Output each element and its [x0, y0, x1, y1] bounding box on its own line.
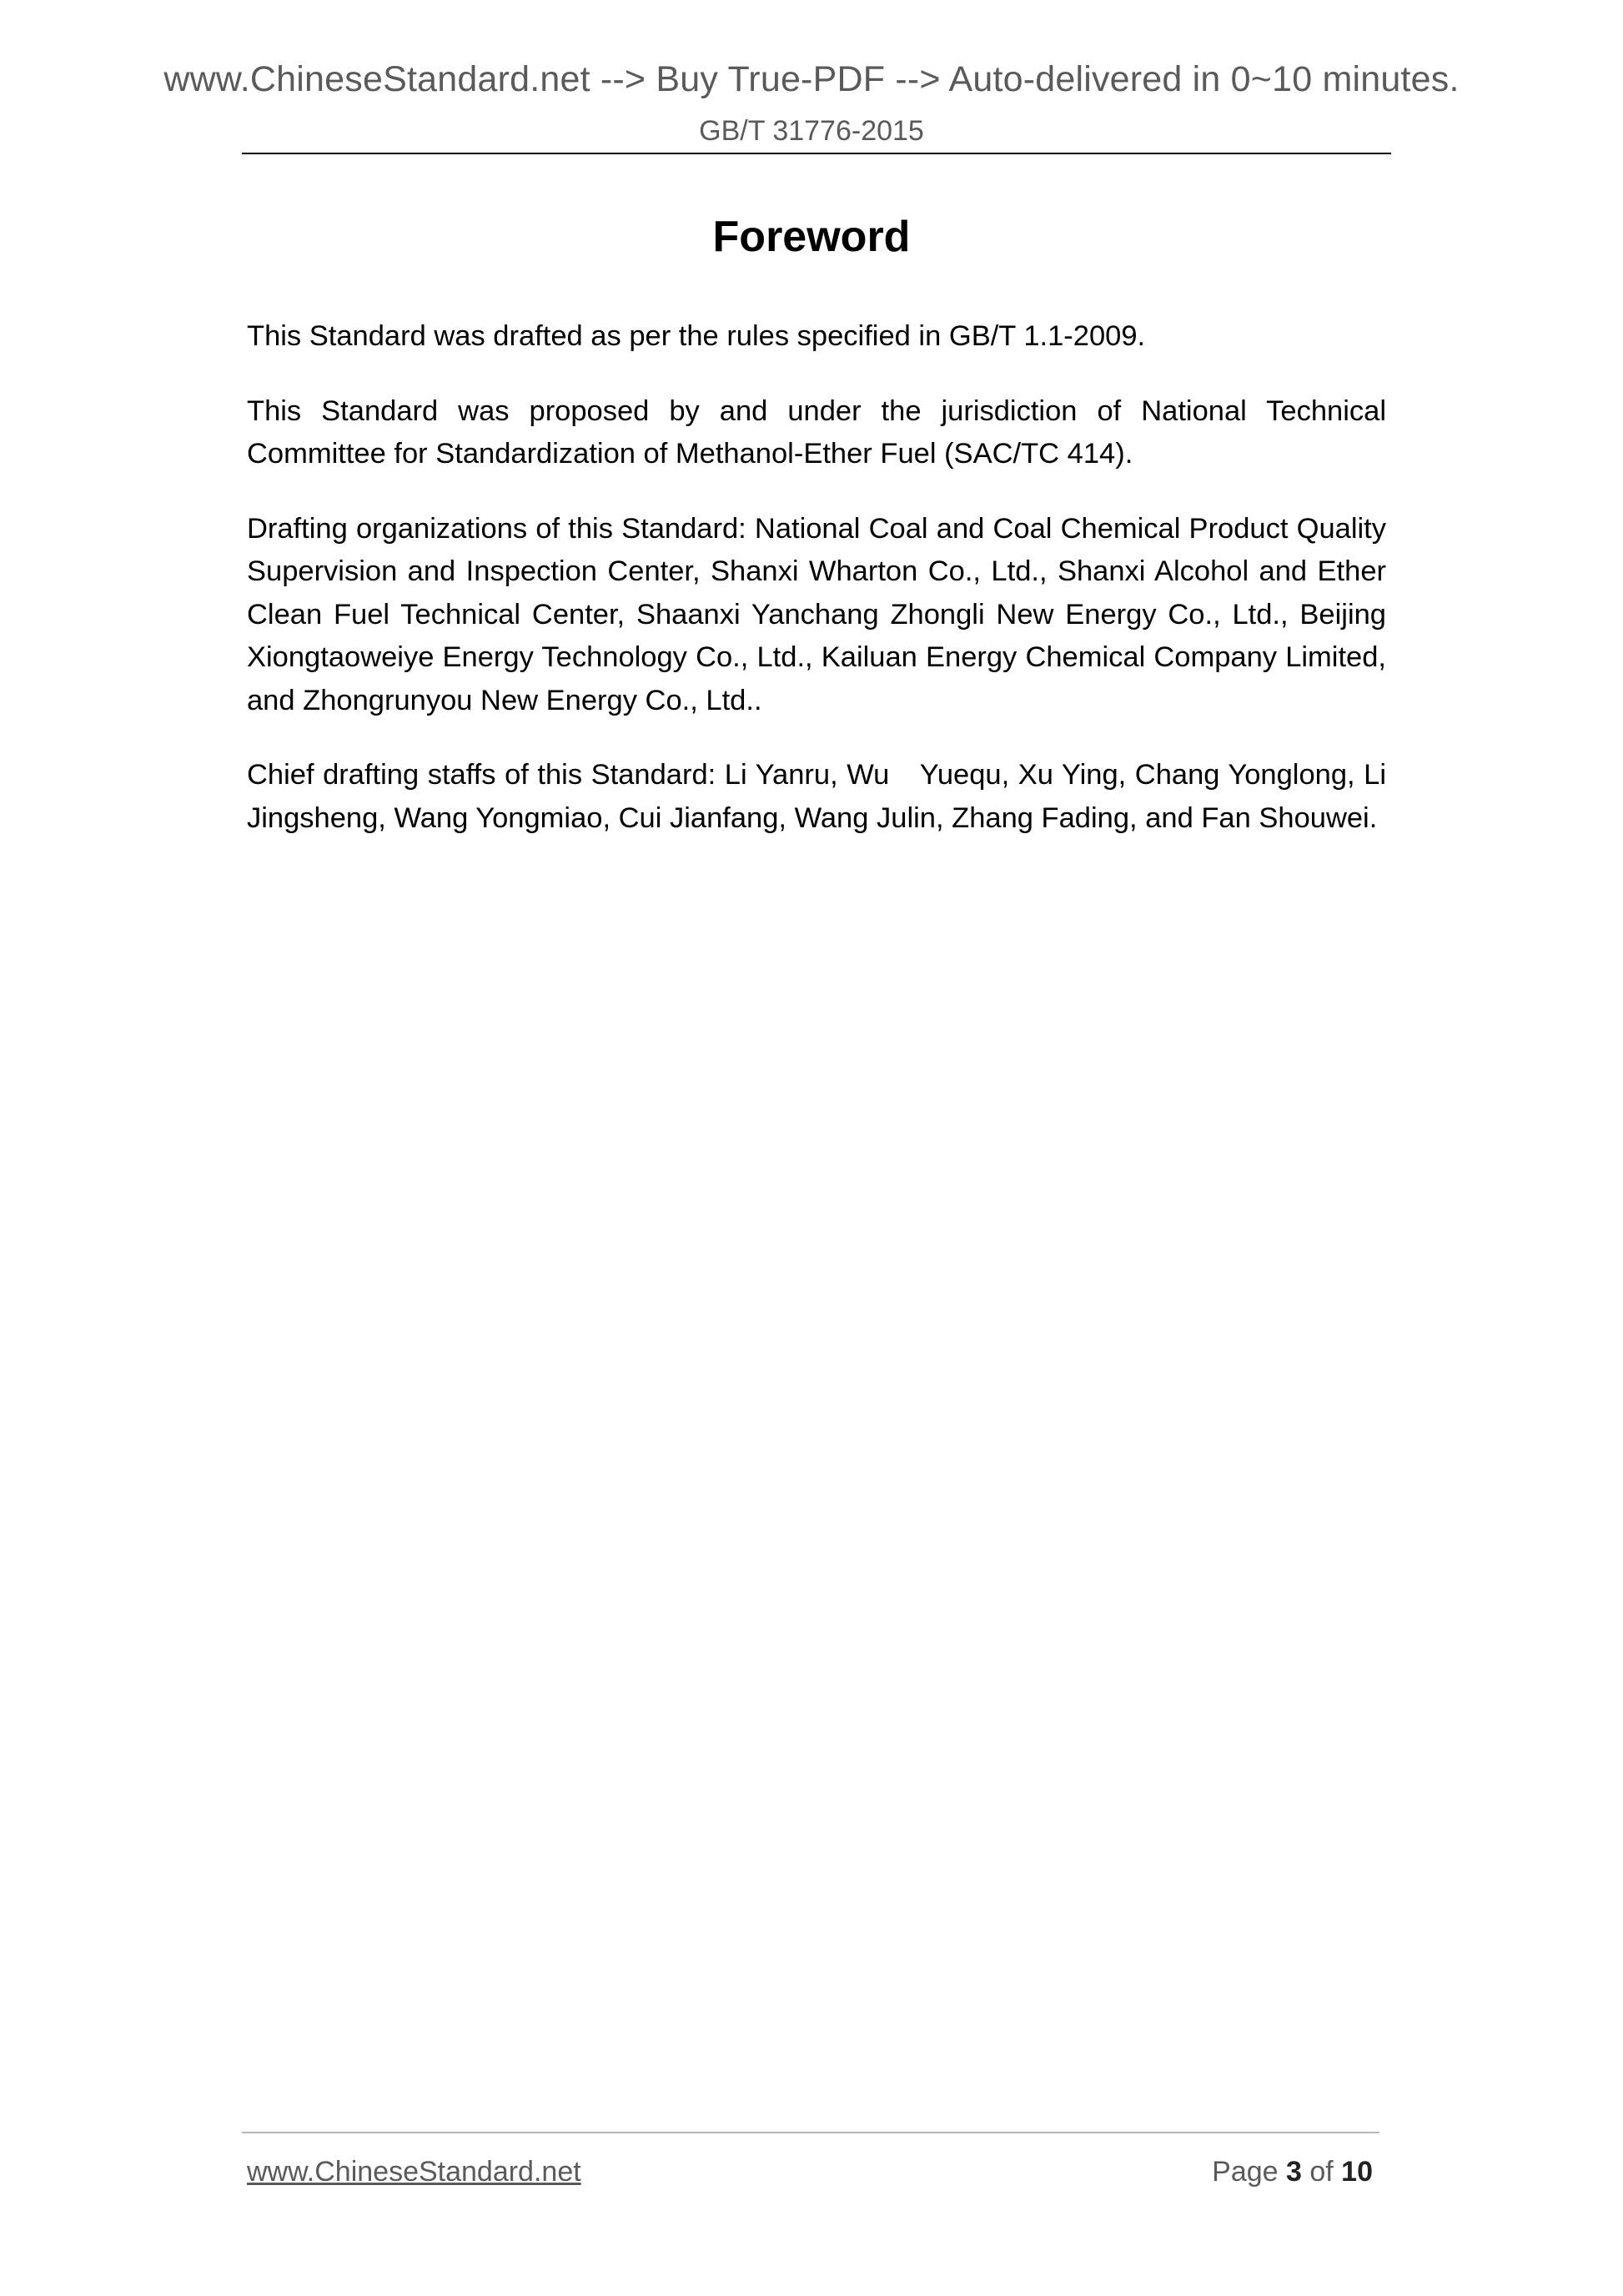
paragraph-proposal: This Standard was proposed by and under the jurisdiction of National Technical Committee for Standardization of Methanol-Ether Fuel (SAC/TC 414).	[247, 394, 1386, 470]
footer-divider	[242, 2132, 1379, 2133]
paragraph-drafting-organizations: Drafting organizations of this Standard: National Coal and Coal Chemical Product Quality Supervision and Inspection Center, Shanxi Wharton Co., Ltd., Shanxi Alcohol and Ether Clean Fuel Technical Center, Shaanxi Yanchang Zhongli New Energy Co., Ltd., Beijing Xiongtaoweiye Energy Technology Co., Ltd., Kailuan Energy Chemical Company Limited, and Zhongrunyou New Energy Co., Ltd..	[247, 512, 1386, 716]
standard-code: GB/T 31776-2015	[699, 115, 924, 147]
document-body	[247, 315, 1386, 872]
header-banner: www.ChineseStandard.net --> Buy True-PDF --> Auto-delivered in 0~10 minutes.	[163, 59, 1460, 99]
footer-website-link[interactable]: www.ChineseStandard.net	[247, 2156, 581, 2188]
page-number	[1212, 2158, 1373, 2186]
paragraph-drafting-rules: This Standard was drafted as per the rules specified in GB/T 1.1-2009.	[247, 320, 1146, 352]
page-total: 10	[1341, 2156, 1373, 2188]
page-separator: of	[1301, 2156, 1342, 2188]
header-divider	[242, 153, 1391, 154]
page-title: Foreword	[712, 213, 911, 261]
page-current: 3	[1286, 2156, 1302, 2188]
paragraph-drafting-staff: Chief drafting staffs of this Standard: Li Yanru, Wu Yuequ, Xu Ying, Chang Yonglong, Li Jingsheng, Wang Yongmiao, Cui Jianfang, Wang Julin, Zhang Fading, and Fan Shouwei.	[247, 759, 1386, 834]
page-prefix: Page	[1212, 2156, 1286, 2188]
